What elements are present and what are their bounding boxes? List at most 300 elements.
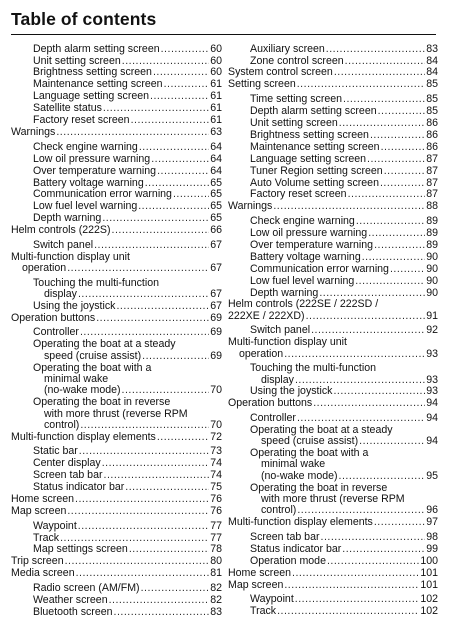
toc-subsection-entry[interactable] bbox=[11, 278, 222, 301]
toc-entry-page-number: 86 bbox=[426, 140, 438, 153]
toc-entry-title-line: Operating the boat with a bbox=[250, 447, 369, 460]
toc-subsection-entry[interactable] bbox=[11, 178, 222, 189]
toc-entry-page-number: 69 bbox=[210, 326, 222, 339]
toc-entry-page-number: 100 bbox=[420, 554, 438, 567]
toc-entry-line bbox=[250, 325, 438, 336]
toc-entry-line bbox=[33, 583, 222, 594]
toc-entry-page-number: 61 bbox=[210, 90, 222, 103]
toc-entry-title: Home screen bbox=[228, 566, 291, 579]
toc-entry-line bbox=[250, 288, 438, 299]
toc-subsection-entry[interactable] bbox=[228, 483, 438, 517]
toc-entry-title: control) bbox=[261, 504, 297, 517]
dot-leader bbox=[96, 313, 209, 324]
toc-entry-line bbox=[33, 213, 222, 224]
dot-leader bbox=[141, 583, 210, 594]
toc-subsection-entry[interactable] bbox=[228, 166, 438, 177]
toc-entry-title: Depth warning bbox=[250, 286, 319, 299]
toc-subsection-entry[interactable] bbox=[11, 154, 222, 165]
toc-entry-title: Weather screen bbox=[33, 593, 108, 606]
toc-entry-title-line: Multi-function display unit bbox=[228, 336, 347, 349]
toc-subsection-entry[interactable] bbox=[11, 363, 222, 397]
toc-entry-title: Status indicator bar bbox=[33, 481, 125, 494]
toc-entry-title: operation bbox=[22, 262, 67, 275]
toc-entry-line bbox=[33, 189, 222, 200]
toc-entry-line bbox=[33, 595, 222, 606]
toc-entry-page-number: 102 bbox=[420, 605, 438, 618]
toc-section-entry[interactable] bbox=[228, 79, 438, 90]
toc-entry-line bbox=[228, 517, 438, 528]
toc-subsection-entry[interactable] bbox=[228, 44, 438, 55]
toc-entry-page-number: 69 bbox=[210, 349, 222, 362]
toc-subsection-entry[interactable] bbox=[228, 240, 438, 251]
dot-leader bbox=[390, 264, 425, 275]
toc-entry-title: Low fuel level warning bbox=[33, 200, 138, 213]
toc-subsection-entry[interactable] bbox=[228, 264, 438, 275]
toc-entry-title: Check engine warning bbox=[33, 140, 138, 153]
toc-entry-page-number: 76 bbox=[210, 493, 222, 506]
toc-section-entry[interactable] bbox=[11, 313, 222, 324]
toc-subsection-entry[interactable] bbox=[228, 325, 438, 336]
toc-entry-page-number: 60 bbox=[210, 54, 222, 67]
toc-subsection-entry[interactable] bbox=[11, 533, 222, 544]
toc-entry-line bbox=[33, 458, 222, 469]
dot-leader bbox=[67, 506, 209, 517]
toc-entry-page-number: 90 bbox=[426, 274, 438, 287]
toc-entry-title: Map settings screen bbox=[33, 543, 128, 556]
toc-entry-page-number: 64 bbox=[210, 152, 222, 165]
toc-entry-page-number: 76 bbox=[210, 505, 222, 518]
toc-entry-line bbox=[11, 506, 222, 517]
toc-entry-page-number: 87 bbox=[426, 152, 438, 165]
toc-entry-page-number: 93 bbox=[426, 385, 438, 398]
toc-subsection-entry[interactable] bbox=[228, 425, 438, 448]
toc-section-entry[interactable] bbox=[228, 67, 438, 78]
toc-entry-line bbox=[11, 127, 222, 138]
toc-subsection-entry[interactable] bbox=[11, 213, 222, 224]
dot-leader bbox=[311, 325, 425, 336]
toc-entry-page-number: 92 bbox=[426, 324, 438, 337]
dot-leader bbox=[80, 420, 209, 431]
dot-leader bbox=[370, 130, 425, 141]
toc-entry-title: Home screen bbox=[11, 493, 74, 506]
toc-entry-title: Communication error warning bbox=[250, 262, 389, 275]
dot-leader bbox=[292, 568, 419, 579]
toc-column-right bbox=[228, 43, 438, 617]
toc-entry-title: display bbox=[261, 373, 294, 386]
toc-entry-page-number: 66 bbox=[210, 224, 222, 237]
dot-leader bbox=[145, 178, 209, 189]
toc-entry-page-number: 85 bbox=[426, 78, 438, 91]
toc-entry-page-number: 98 bbox=[426, 530, 438, 543]
toc-entry-title: Helm controls (222S) bbox=[11, 224, 111, 237]
toc-entry-title-line: Operating the boat with a bbox=[33, 361, 152, 374]
toc-subsection-entry[interactable] bbox=[11, 67, 222, 78]
toc-section-entry[interactable] bbox=[11, 252, 222, 275]
dot-leader bbox=[380, 178, 425, 189]
toc-entry-line bbox=[250, 228, 438, 239]
toc-section-entry[interactable] bbox=[228, 580, 438, 591]
toc-subsection-entry[interactable] bbox=[228, 118, 438, 129]
dot-leader bbox=[348, 189, 426, 200]
toc-entry-title: Trip screen bbox=[11, 555, 64, 568]
toc-entry-title: Warnings bbox=[11, 126, 56, 139]
toc-entry-line bbox=[228, 201, 438, 212]
toc-entry-page-number: 65 bbox=[210, 200, 222, 213]
dot-leader bbox=[319, 288, 425, 299]
toc-subsection-entry[interactable] bbox=[228, 556, 438, 567]
toc-subsection-entry[interactable] bbox=[11, 103, 222, 114]
toc-entry-page-number: 61 bbox=[210, 102, 222, 115]
toc-entry-title: Operation buttons bbox=[11, 311, 96, 324]
toc-entry-title: Multi-function display elements bbox=[228, 516, 373, 529]
toc-entry-title: Unit setting screen bbox=[33, 54, 121, 67]
toc-entry-page-number: 82 bbox=[210, 581, 222, 594]
toc-entry-title: Battery voltage warning bbox=[250, 250, 361, 263]
dot-leader bbox=[109, 595, 210, 606]
dot-leader bbox=[295, 375, 425, 386]
toc-entry-page-number: 60 bbox=[210, 66, 222, 79]
toc-entry-line bbox=[11, 556, 222, 567]
dot-leader bbox=[122, 385, 210, 396]
toc-subsection-entry[interactable] bbox=[228, 142, 438, 153]
toc-section-entry[interactable] bbox=[11, 432, 222, 443]
toc-entry-page-number: 83 bbox=[426, 42, 438, 55]
toc-entry-title: Factory reset screen bbox=[250, 188, 347, 201]
dot-leader bbox=[56, 127, 209, 138]
dot-leader bbox=[157, 166, 209, 177]
toc-entry-title: Switch panel bbox=[33, 238, 94, 251]
toc-entry-title: Factory reset screen bbox=[33, 114, 130, 127]
toc-entry-line bbox=[33, 201, 222, 212]
toc-subsection-entry[interactable] bbox=[11, 189, 222, 200]
toc-entry-page-number: 61 bbox=[210, 114, 222, 127]
toc-entry-page-number: 99 bbox=[426, 542, 438, 555]
toc-entry-page-number: 67 bbox=[210, 299, 222, 312]
dot-leader bbox=[122, 56, 209, 67]
dot-leader bbox=[94, 240, 209, 251]
toc-entry-line bbox=[228, 349, 438, 360]
toc-entry-page-number: 61 bbox=[210, 78, 222, 91]
toc-entry-line bbox=[33, 351, 222, 362]
toc-entry-line bbox=[33, 166, 222, 177]
toc-entry-title: Brightness setting screen bbox=[33, 66, 152, 79]
toc-entry-title: (no-wake mode) bbox=[44, 384, 121, 397]
toc-subsection-entry[interactable] bbox=[228, 154, 438, 165]
toc-column-left bbox=[11, 43, 222, 618]
toc-subsection-entry[interactable] bbox=[228, 189, 438, 200]
toc-entry-line bbox=[250, 556, 438, 567]
toc-subsection-entry[interactable] bbox=[11, 56, 222, 67]
toc-subsection-entry[interactable] bbox=[228, 178, 438, 189]
toc-section-entry[interactable] bbox=[228, 568, 438, 579]
toc-section-entry[interactable] bbox=[11, 225, 222, 236]
toc-section-entry[interactable] bbox=[228, 398, 438, 409]
toc-subsection-entry[interactable] bbox=[11, 470, 222, 481]
toc-entry-page-number: 90 bbox=[426, 262, 438, 275]
toc-entry-title: Tuner Region setting screen bbox=[250, 164, 383, 177]
toc-entry-line bbox=[33, 154, 222, 165]
toc-subsection-entry[interactable] bbox=[228, 252, 438, 263]
toc-entry-page-number: 87 bbox=[426, 164, 438, 177]
dot-leader bbox=[355, 276, 425, 287]
toc-entry-line bbox=[33, 544, 222, 555]
toc-entry-line bbox=[250, 413, 438, 424]
toc-entry-page-number: 77 bbox=[210, 519, 222, 532]
toc-entry-line bbox=[33, 327, 222, 338]
toc-entry-title: Bluetooth screen bbox=[33, 605, 113, 618]
toc-subsection-entry[interactable] bbox=[11, 482, 222, 493]
toc-entry-title: Static bar bbox=[33, 445, 78, 458]
toc-entry-title: speed (cruise assist) bbox=[261, 435, 359, 448]
page-title: Table of contents bbox=[11, 9, 157, 29]
toc-entry-page-number: 64 bbox=[210, 164, 222, 177]
toc-entry-line bbox=[250, 216, 438, 227]
toc-entry-line bbox=[250, 56, 438, 67]
toc-entry-title: Operation mode bbox=[250, 554, 326, 567]
toc-entry-line bbox=[250, 118, 438, 129]
dot-leader bbox=[313, 398, 425, 409]
toc-entry-line bbox=[228, 79, 438, 90]
dot-leader bbox=[333, 386, 425, 397]
toc-entry-title: Switch panel bbox=[250, 324, 311, 337]
toc-section-entry[interactable] bbox=[11, 494, 222, 505]
toc-subsection-entry[interactable] bbox=[11, 201, 222, 212]
toc-entry-line bbox=[250, 178, 438, 189]
toc-entry-line bbox=[33, 178, 222, 189]
dot-leader bbox=[161, 44, 210, 55]
toc-entry-page-number: 74 bbox=[210, 457, 222, 470]
toc-entry-title-line: Operating the boat in reverse bbox=[250, 481, 388, 494]
toc-subsection-entry[interactable] bbox=[11, 166, 222, 177]
dot-leader bbox=[104, 470, 210, 481]
toc-subsection-entry[interactable] bbox=[228, 130, 438, 141]
toc-subsection-entry[interactable] bbox=[11, 115, 222, 126]
toc-subsection-entry[interactable] bbox=[228, 56, 438, 67]
toc-subsection-entry[interactable] bbox=[11, 339, 222, 362]
toc-entry-title: (no-wake mode) bbox=[261, 469, 338, 482]
dot-leader bbox=[125, 482, 209, 493]
toc-entry-title: Depth warning bbox=[33, 212, 102, 225]
toc-subsection-entry[interactable] bbox=[11, 583, 222, 594]
dot-leader bbox=[80, 327, 209, 338]
toc-entry-title: Battery voltage warning bbox=[33, 176, 144, 189]
toc-entry-page-number: 93 bbox=[426, 373, 438, 386]
toc-entry-page-number: 78 bbox=[210, 543, 222, 556]
dot-leader bbox=[381, 142, 426, 153]
toc-subsection-entry[interactable] bbox=[11, 327, 222, 338]
toc-subsection-entry[interactable] bbox=[11, 142, 222, 153]
toc-entry-page-number: 94 bbox=[426, 397, 438, 410]
toc-entry-line bbox=[250, 142, 438, 153]
toc-entry-page-number: 64 bbox=[210, 140, 222, 153]
toc-entry-title: Time setting screen bbox=[250, 92, 343, 105]
toc-subsection-entry[interactable] bbox=[11, 240, 222, 251]
toc-entry-page-number: 95 bbox=[426, 469, 438, 482]
toc-entry-title: Language setting screen bbox=[250, 152, 367, 165]
toc-entry-title: Satellite status bbox=[33, 102, 102, 115]
toc-entry-line bbox=[33, 103, 222, 114]
toc-entry-page-number: 89 bbox=[426, 214, 438, 227]
toc-entry-line bbox=[228, 398, 438, 409]
toc-entry-title: Over temperature warning bbox=[33, 164, 157, 177]
toc-entry-title-line: with more thrust (reverse RPM bbox=[44, 407, 188, 420]
toc-subsection-entry[interactable] bbox=[11, 301, 222, 312]
toc-entry-title: Low oil pressure warning bbox=[33, 152, 151, 165]
toc-subsection-entry[interactable] bbox=[11, 595, 222, 606]
toc-entry-page-number: 70 bbox=[210, 418, 222, 431]
toc-entry-line bbox=[33, 385, 222, 396]
toc-entry-page-number: 101 bbox=[420, 578, 438, 591]
toc-subsection-entry[interactable] bbox=[11, 607, 222, 618]
toc-entry-page-number: 102 bbox=[420, 593, 438, 606]
toc-entry-title: Communication error warning bbox=[33, 188, 172, 201]
toc-entry-title: Multi-function display elements bbox=[11, 430, 156, 443]
toc-section-entry[interactable] bbox=[228, 299, 438, 322]
toc-subsection-entry[interactable] bbox=[11, 544, 222, 555]
toc-subsection-entry[interactable] bbox=[228, 363, 438, 386]
toc-entry-line bbox=[250, 471, 438, 482]
toc-entry-page-number: 82 bbox=[210, 593, 222, 606]
toc-entry-line bbox=[33, 44, 222, 55]
dot-leader bbox=[78, 289, 209, 300]
dot-leader bbox=[362, 252, 425, 263]
toc-subsection-entry[interactable] bbox=[228, 544, 438, 555]
toc-section-entry[interactable] bbox=[11, 506, 222, 517]
dot-leader bbox=[384, 166, 426, 177]
toc-entry-line bbox=[33, 240, 222, 251]
toc-entry-line bbox=[11, 432, 222, 443]
toc-section-entry[interactable] bbox=[228, 517, 438, 528]
toc-entry-line bbox=[250, 44, 438, 55]
dot-leader bbox=[306, 311, 426, 322]
toc-entry-title: Auxiliary screen bbox=[250, 42, 325, 55]
toc-entry-title-line: Operating the boat in reverse bbox=[33, 396, 171, 409]
toc-subsection-entry[interactable] bbox=[228, 532, 438, 543]
toc-subsection-entry[interactable] bbox=[11, 458, 222, 469]
toc-entry-title-line: with more thrust (reverse RPM bbox=[261, 493, 405, 506]
dot-leader bbox=[116, 301, 209, 312]
toc-entry-title: Radio screen (AM/FM) bbox=[33, 581, 140, 594]
toc-entry-title: 222XE / 222XD) bbox=[228, 309, 305, 322]
toc-subsection-entry[interactable] bbox=[228, 276, 438, 287]
toc-entry-page-number: 69 bbox=[210, 311, 222, 324]
toc-entry-title: Unit setting screen bbox=[250, 116, 338, 129]
dot-leader bbox=[343, 94, 425, 105]
toc-subsection-entry[interactable] bbox=[228, 94, 438, 105]
toc-entry-title: Controller bbox=[33, 326, 79, 339]
toc-entry-line bbox=[250, 252, 438, 263]
toc-entry-line bbox=[11, 313, 222, 324]
dot-leader bbox=[173, 189, 209, 200]
dot-leader bbox=[368, 228, 425, 239]
toc-entry-page-number: 72 bbox=[210, 430, 222, 443]
toc-entry-title: System control screen bbox=[228, 66, 333, 79]
dot-leader bbox=[378, 106, 426, 117]
toc-section-entry[interactable] bbox=[11, 556, 222, 567]
toc-section-entry[interactable] bbox=[228, 201, 438, 212]
toc-entry-page-number: 89 bbox=[426, 238, 438, 251]
toc-entry-title: Auto Volume setting screen bbox=[250, 176, 379, 189]
toc-subsection-entry[interactable] bbox=[11, 521, 222, 532]
toc-entry-line bbox=[33, 79, 222, 90]
toc-entry-title: Screen tab bar bbox=[250, 530, 320, 543]
toc-entry-page-number: 94 bbox=[426, 411, 438, 424]
toc-subsection-entry[interactable] bbox=[228, 106, 438, 117]
toc-subsection-entry[interactable] bbox=[228, 594, 438, 605]
toc-section-entry[interactable] bbox=[11, 127, 222, 138]
toc-entry-page-number: 86 bbox=[426, 116, 438, 129]
toc-entry-page-number: 96 bbox=[426, 504, 438, 517]
dot-leader bbox=[367, 154, 425, 165]
toc-entry-title-line: Operating the boat at a steady bbox=[250, 423, 393, 436]
toc-section-entry[interactable] bbox=[228, 337, 438, 360]
toc-entry-line bbox=[33, 289, 222, 300]
toc-entry-line bbox=[228, 67, 438, 78]
toc-entry-line bbox=[33, 115, 222, 126]
toc-subsection-entry[interactable] bbox=[228, 448, 438, 482]
toc-entry-title: Zone control screen bbox=[250, 54, 344, 67]
dot-leader bbox=[138, 201, 209, 212]
toc-entry-title: Center display bbox=[33, 457, 101, 470]
toc-entry-title: Check engine warning bbox=[250, 214, 355, 227]
toc-section-entry[interactable] bbox=[11, 568, 222, 579]
dot-leader bbox=[129, 544, 209, 555]
toc-entry-line bbox=[33, 521, 222, 532]
toc-entry-title: Setting screen bbox=[228, 78, 296, 91]
toc-subsection-entry[interactable] bbox=[11, 91, 222, 102]
toc-entry-page-number: 65 bbox=[210, 188, 222, 201]
dot-leader bbox=[345, 56, 426, 67]
toc-subsection-entry[interactable] bbox=[11, 44, 222, 55]
toc-subsection-entry[interactable] bbox=[228, 606, 438, 617]
toc-subsection-entry[interactable] bbox=[228, 413, 438, 424]
toc-entry-line bbox=[250, 276, 438, 287]
toc-subsection-entry[interactable] bbox=[11, 397, 222, 431]
toc-entry-title: Low fuel level warning bbox=[250, 274, 355, 287]
toc-entry-line bbox=[228, 568, 438, 579]
toc-entry-line bbox=[250, 106, 438, 117]
toc-entry-line bbox=[250, 166, 438, 177]
toc-entry-page-number: 89 bbox=[426, 226, 438, 239]
dot-leader bbox=[131, 115, 210, 126]
toc-entry-line bbox=[250, 606, 438, 617]
toc-entry-page-number: 70 bbox=[210, 384, 222, 397]
toc-subsection-entry[interactable] bbox=[11, 79, 222, 90]
toc-entry-title: Using the joystick bbox=[33, 299, 116, 312]
dot-leader bbox=[284, 349, 425, 360]
toc-subsection-entry[interactable] bbox=[228, 216, 438, 227]
dot-leader bbox=[327, 556, 419, 567]
toc-subsection-entry[interactable] bbox=[228, 288, 438, 299]
toc-entry-line bbox=[250, 505, 438, 516]
toc-entry-line bbox=[33, 56, 222, 67]
toc-subsection-entry[interactable] bbox=[228, 386, 438, 397]
dot-leader bbox=[153, 67, 209, 78]
toc-subsection-entry[interactable] bbox=[228, 228, 438, 239]
dot-leader bbox=[112, 225, 210, 236]
toc-entry-page-number: 73 bbox=[210, 445, 222, 458]
toc-entry-line bbox=[33, 142, 222, 153]
dot-leader bbox=[142, 351, 209, 362]
toc-entry-title: Screen tab bar bbox=[33, 469, 103, 482]
toc-entry-title: Maintenance setting screen bbox=[33, 78, 163, 91]
toc-subsection-entry[interactable] bbox=[11, 446, 222, 457]
toc-entry-title-line: minimal wake bbox=[44, 372, 109, 385]
dot-leader bbox=[103, 103, 209, 114]
toc-entry-page-number: 93 bbox=[426, 347, 438, 360]
toc-entry-title-line: Operating the boat at a steady bbox=[33, 338, 176, 351]
dot-leader bbox=[273, 201, 425, 212]
